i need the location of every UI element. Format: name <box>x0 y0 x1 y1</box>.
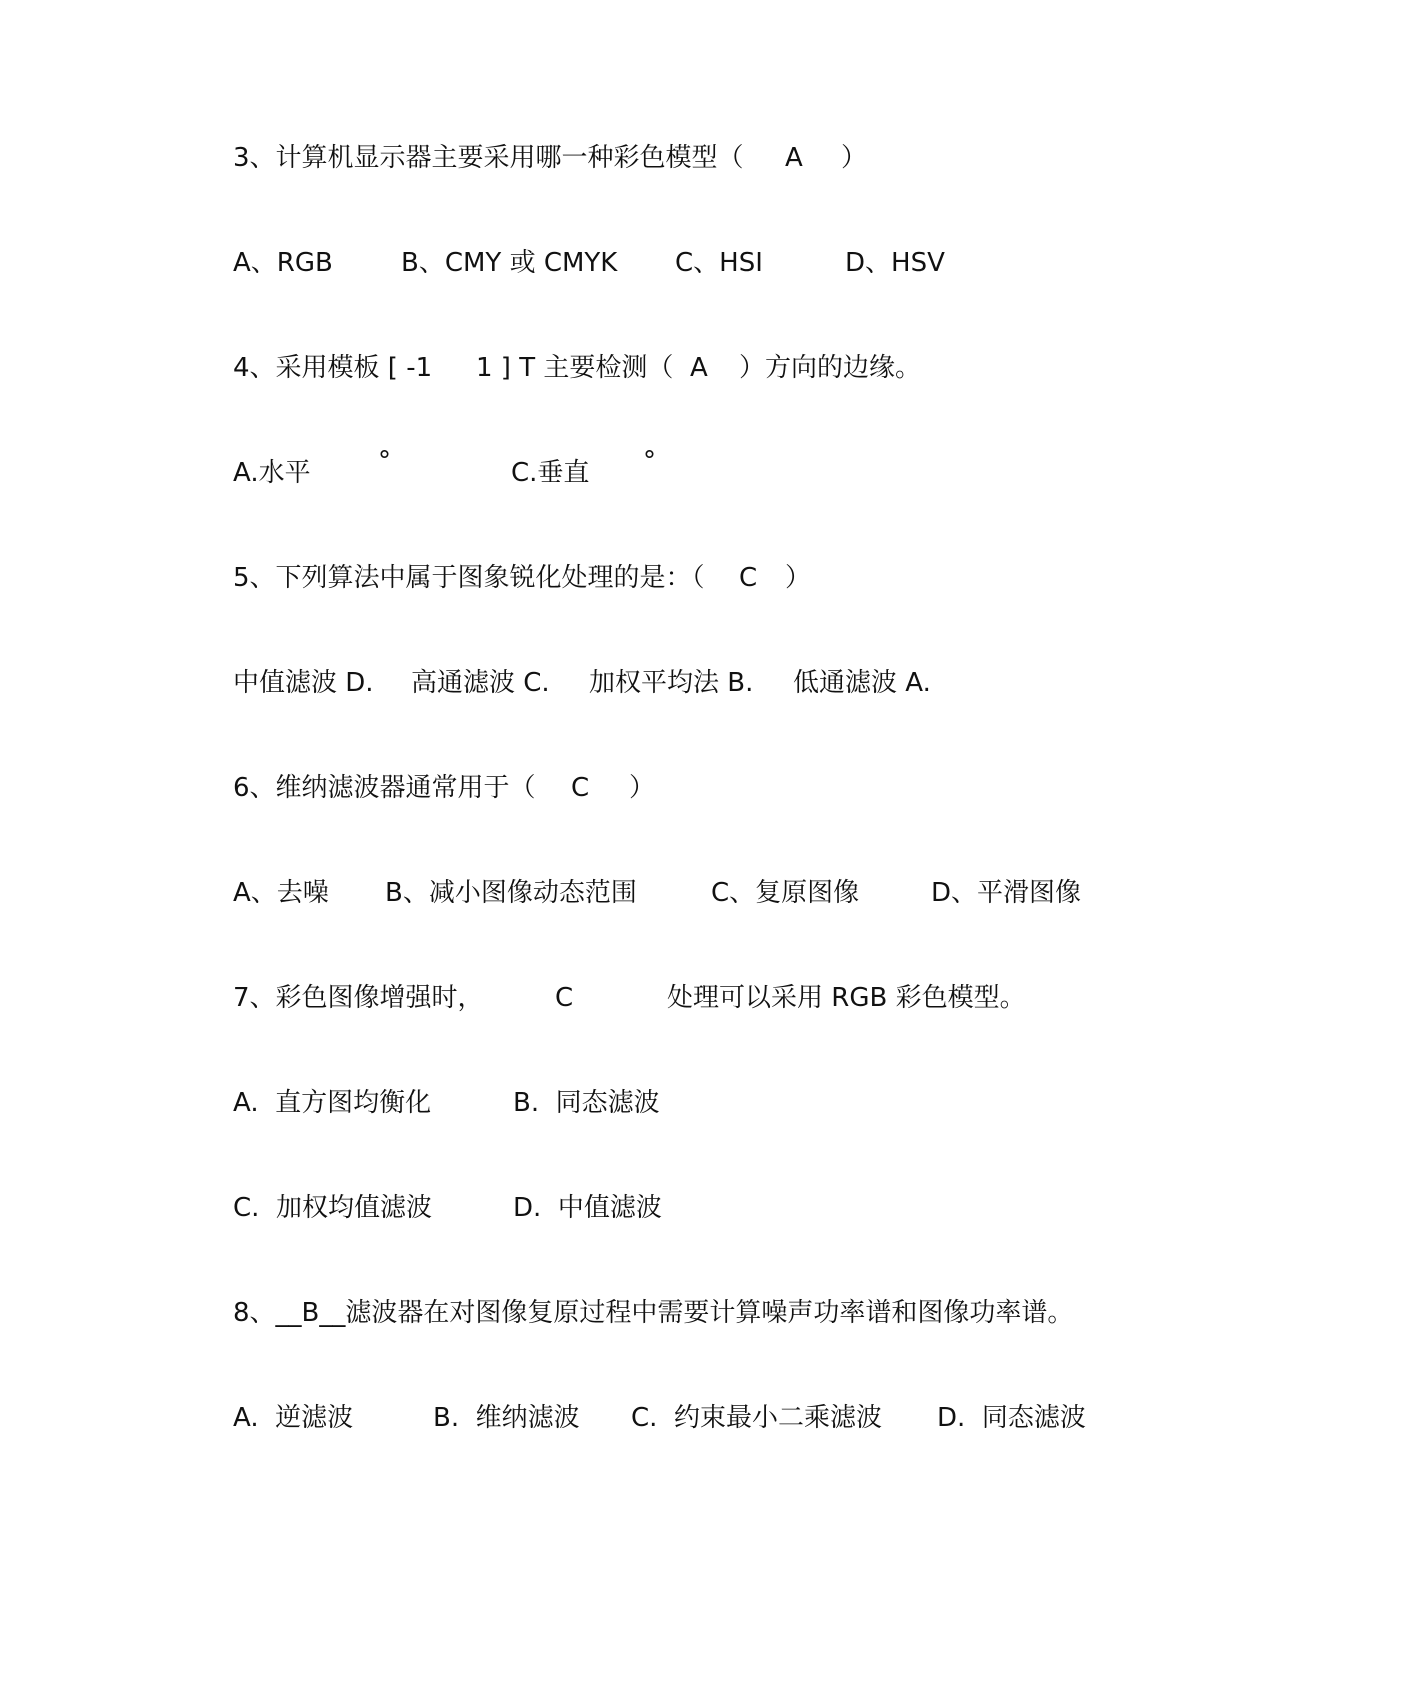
question-3-option-d: D、HSV <box>845 248 945 278</box>
question-6-option-a: A、去噪 <box>233 878 329 908</box>
question-4-option-c: C.垂直 <box>511 458 590 488</box>
question-4-degree-2: ° <box>643 446 656 476</box>
question-8-stem: 8、__B__滤波器在对图像复原过程中需要计算噪声功率谱和图像功率谱。 <box>233 1298 1074 1328</box>
question-8-option-d: D. 同态滤波 <box>937 1403 1086 1433</box>
question-6-option-d: D、平滑图像 <box>931 878 1082 908</box>
question-7-stem-line <box>233 978 1026 1018</box>
question-5-option-3: 加权平均法 B. <box>589 668 754 698</box>
question-5-close: ） <box>785 563 812 593</box>
question-3-option-c: C、HSI <box>675 248 763 278</box>
question-7-close: 处理可以采用 RGB 彩色模型。 <box>667 983 1026 1013</box>
question-4-degree-1: ° <box>378 446 391 476</box>
question-6-option-b: B、减小图像动态范围 <box>385 878 637 908</box>
question-7-option-d: D. 中值滤波 <box>513 1193 662 1223</box>
question-5-stem-line <box>233 558 812 598</box>
question-8-option-a: A. 逆滤波 <box>233 1403 354 1433</box>
question-6-stem: 6、维纳滤波器通常用于（ <box>233 773 536 803</box>
question-7-option-a: A. 直方图均衡化 <box>233 1088 432 1118</box>
question-8-options-line <box>233 1398 1086 1438</box>
question-3-answer: A <box>785 143 803 173</box>
question-6-close: ） <box>629 773 656 803</box>
question-8-option-c: C. 约束最小二乘滤波 <box>631 1403 882 1433</box>
question-3-stem-line <box>233 138 868 178</box>
question-5-option-4: 低通滤波 A. <box>793 668 931 698</box>
question-5-stem: 5、下列算法中属于图象锐化处理的是：（ <box>233 563 705 593</box>
question-4-stem: 4、采用模板 [ -1 <box>233 353 433 383</box>
question-5-options-line <box>233 663 931 703</box>
question-5-answer: C <box>739 563 758 593</box>
question-7-answer: C <box>555 983 574 1013</box>
question-8-stem-line <box>233 1293 1074 1333</box>
question-6-answer: C <box>571 773 590 803</box>
question-4-stem-line <box>233 348 922 388</box>
question-8-option-b: B. 维纳滤波 <box>433 1403 580 1433</box>
question-3-options-line <box>233 243 945 283</box>
question-4-stem-mid: 1 ] T 主要检测（ <box>476 353 674 383</box>
question-3-option-a: A、RGB <box>233 248 333 278</box>
question-7-options-row-1 <box>233 1083 660 1123</box>
question-4-options-line <box>233 446 656 493</box>
question-6-options-line <box>233 873 1082 913</box>
question-4-close: ）方向的边缘。 <box>739 353 922 383</box>
question-3-stem: 3、计算机显示器主要采用哪一种彩色模型（ <box>233 143 744 173</box>
question-4-answer: A <box>690 353 708 383</box>
question-7-options-row-2 <box>233 1188 662 1228</box>
question-7-option-b: B. 同态滤波 <box>513 1088 660 1118</box>
question-5-option-2: 高通滤波 C. <box>411 668 550 698</box>
question-6-stem-line <box>233 768 656 808</box>
question-6-option-c: C、复原图像 <box>711 878 860 908</box>
question-3-option-b: B、CMY 或 CMYK <box>401 248 618 278</box>
question-5-option-1: 中值滤波 D. <box>233 668 374 698</box>
question-7-option-c: C. 加权均值滤波 <box>233 1193 432 1223</box>
question-3-close: ） <box>841 143 868 173</box>
question-7-stem: 7、彩色图像增强时， <box>233 983 484 1013</box>
question-4-option-a: A.水平 <box>233 458 311 488</box>
